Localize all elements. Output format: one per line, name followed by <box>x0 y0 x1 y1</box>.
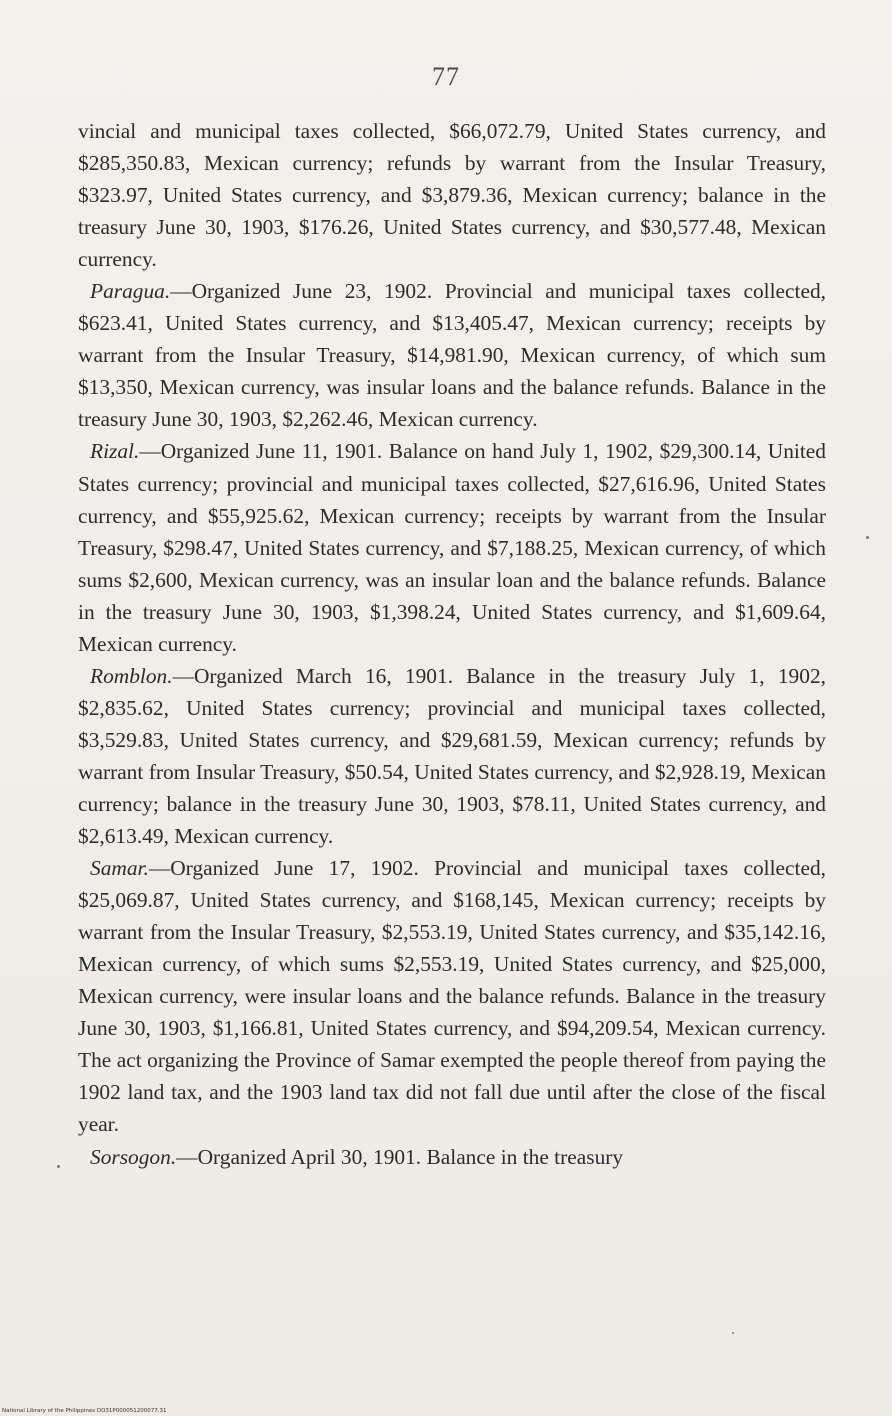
paragraph-heading: Sorsogon. <box>90 1144 177 1169</box>
paragraph-text: —Organized June 11, 1901. Balance on hand July 1, 1902, $29,300.14, United States currency; provincial and municipal taxes collected, $27,616.96, United States currency, and $55,925.62, Mexican currency; receipts by warrant from the Insular Treasury, $298.47, United States currency, and $7,188.25, Mexican currency, of which sums $2,600, Mexican currency, was an insular loan and the balance refunds. Balance in the treasury June 30, 1903, $1,398.24, United States currency, and $1,609.64, Mexican currency. <box>78 439 826 656</box>
paragraph-text: —Organized June 17, 1902. Provincial and municipal taxes collected, $25,069.87, United States currency, and $168,145, Mexican currency; receipts by warrant from the Insular Treasury, $2,553.19, United States currency, and $35,142.16, Mexican currency, of which sums $2,553.19, United States currency, and $25,000, Mexican currency, were insular loans and the balance refunds. Balance in the treasury June 30, 1903, $1,166.81, United States currency, and $94,209.54, Mexican currency. The act organizing the Province of Samar exempted the people thereof from paying the 1902 land tax, and the 1903 land tax did not fall due until after the close of the fiscal year. <box>78 856 826 1137</box>
paragraph-sorsogon <box>78 1141 826 1173</box>
paragraph-heading: Rizal. <box>90 439 140 464</box>
scan-credit: National Library of the Philippines DO31P000051200077.31 <box>2 1408 167 1414</box>
paragraph-heading: Romblon. <box>90 663 173 688</box>
paragraph-heading: Samar. <box>90 856 149 881</box>
paragraph-heading: Paragua. <box>90 279 171 304</box>
scan-speck <box>732 1332 734 1334</box>
body-text <box>78 115 826 1173</box>
paragraph-text: —Organized March 16, 1901. Balance in the treasury July 1, 1902, $2,835.62, United States currency; provincial and municipal taxes collected, $3,529.83, United States currency, and $29,681.59, Mexican currency; refunds by warrant from Insular Treasury, $50.54, United States currency, and $2,928.19, Mexican currency; balance in the treasury June 30, 1903, $78.11, United States currency, and $2,613.49, Mexican currency. <box>78 663 826 849</box>
paragraph-text: —Organized April 30, 1901. Balance in the treasury <box>176 1144 624 1169</box>
paragraph-romblon <box>78 660 826 852</box>
paragraph-text: vincial and municipal taxes collected, $66,072.79, United States currency, and $285,350.83, Mexican currency; refunds by warrant from the Insular Treasury, $323.97, United States currency, and $3,879.36, Mexican currency; balance in the treasury June 30, 1903, $176.26, United States currency, and $30,577.48, Mexican currency. <box>78 119 826 272</box>
scan-speck <box>57 1165 60 1168</box>
scan-speck <box>866 536 869 539</box>
paragraph-rizal <box>78 435 826 659</box>
paragraph-text: —Organized June 23, 1902. Provincial and municipal taxes collected, $623.41, United States currency, and $13,405.47, Mexican currency; receipts by warrant from the Insular Treasury, $14,981.90, Mexican currency, of which sum $13,350, Mexican currency, was insular loans and the balance refunds. Balance in the treasury June 30, 1903, $2,262.46, Mexican currency. <box>78 279 826 432</box>
paragraph-samar <box>78 852 826 1140</box>
paragraph-paragua <box>78 275 826 435</box>
page-number: 77 <box>432 62 460 91</box>
paragraph-continuation <box>78 115 826 275</box>
